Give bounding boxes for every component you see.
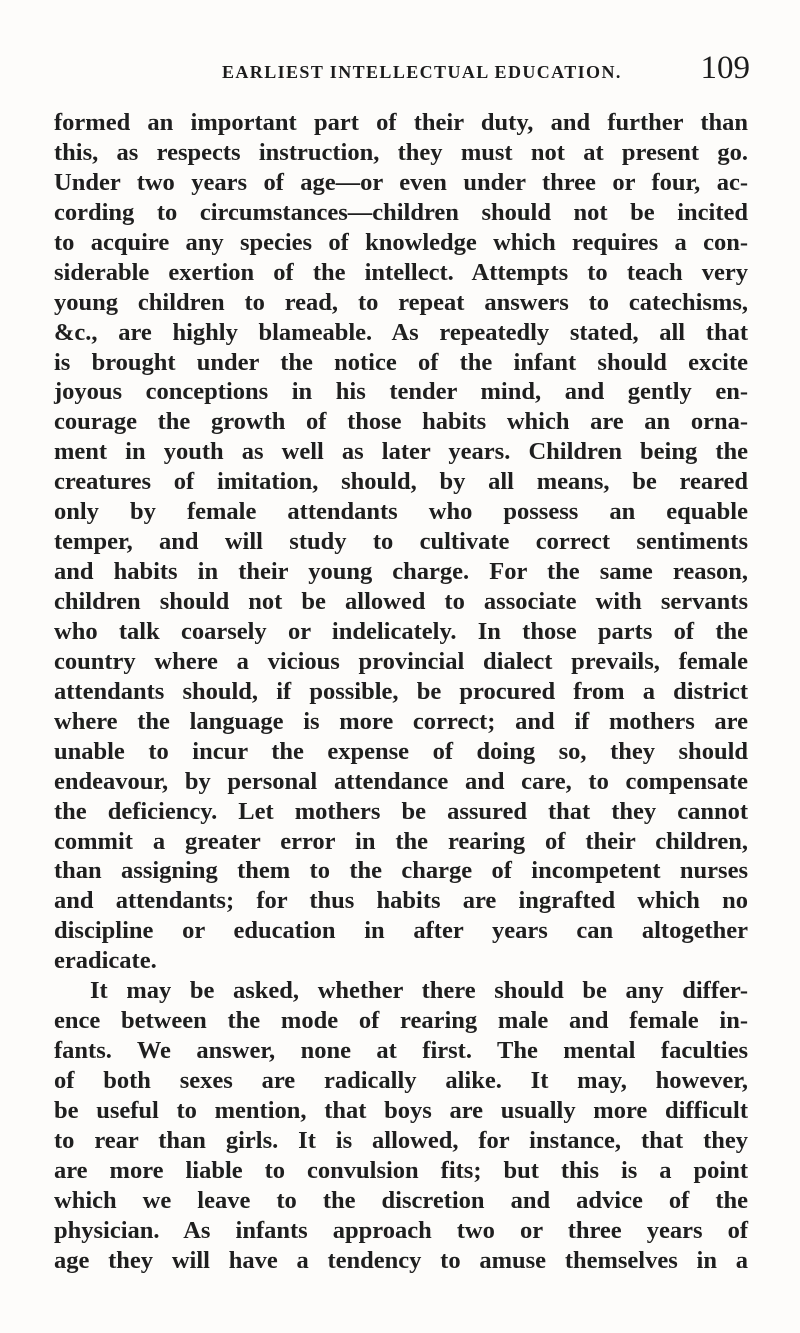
text-line: formed an important part of their duty, and further than	[54, 109, 748, 136]
text-line: of both sexes are radically alike. It may, however,	[54, 1067, 748, 1094]
text-line: to rear than girls. It is allowed, for instance, that they	[54, 1126, 748, 1154]
text-line: endeavour, by personal attendance and care, to compensate	[54, 767, 748, 795]
text-line: cording to circumstances—children should not be incited	[54, 198, 748, 226]
text-line: temper, and will study to cultivate correct sentiments	[54, 528, 748, 556]
text-line: age they will have a tendency to amuse themselves in a	[54, 1246, 748, 1274]
text-line: ence between the mode of rearing male and female in-	[54, 1007, 748, 1035]
text-line: children should not be allowed to associate with servants	[54, 588, 748, 615]
text-line: young children to read, to repeat answers to catechisms,	[54, 288, 748, 316]
text-line: and habits in their young charge. For the same reason,	[54, 558, 748, 586]
text-line: is brought under the notice of the infant should excite	[54, 348, 748, 376]
paragraph-start-line: It may be asked, whether there should be any differ-	[90, 977, 748, 1005]
text-line: who talk coarsely or indelicately. In those parts of the	[54, 617, 748, 645]
text-line: &c., are highly blameable. As repeatedly stated, all that	[54, 318, 748, 346]
text-line: which we leave to the discretion and advice of the	[54, 1186, 748, 1214]
text-line: are more liable to convulsion fits; but this is a point	[54, 1156, 748, 1184]
text-line: country where a vicious provincial dialect prevails, female	[54, 647, 748, 675]
text-line: than assigning them to the charge of incompetent nurses	[54, 857, 748, 885]
text-line: physician. As infants approach two or three years of	[54, 1216, 748, 1244]
text-line: courage the growth of those habits which are an orna-	[54, 408, 748, 436]
text-line: this, as respects instruction, they must not at present go.	[54, 138, 748, 166]
text-line: be useful to mention, that boys are usually more difficult	[54, 1096, 748, 1124]
text-line: joyous conceptions in his tender mind, and gently en-	[54, 378, 748, 406]
text-line: Under two years of age—or even under three or four, ac-	[54, 168, 748, 196]
text-line: fants. We answer, none at first. The mental faculties	[54, 1037, 748, 1065]
text-line: unable to incur the expense of doing so, they should	[54, 737, 748, 765]
page-number: 109	[700, 50, 750, 86]
text-line: discipline or education in after years can altogether	[54, 917, 748, 945]
text-line: creatures of imitation, should, by all means, be reared	[54, 468, 748, 496]
text-line: only by female attendants who possess an equable	[54, 498, 748, 526]
paragraph-end-line: eradicate.	[54, 947, 157, 975]
text-line: ment in youth as well as later years. Children being the	[54, 438, 748, 466]
page-header	[222, 50, 750, 96]
body-text	[54, 108, 748, 1276]
text-line: attendants should, if possible, be procured from a district	[54, 677, 748, 705]
text-line: to acquire any species of knowledge which requires a con-	[54, 228, 748, 256]
text-line: and attendants; for thus habits are ingrafted which no	[54, 887, 748, 915]
text-line: siderable exertion of the intellect. Attempts to teach very	[54, 258, 748, 286]
running-head: EARLIEST INTELLECTUAL EDUCATION.	[222, 62, 622, 82]
text-line: the deficiency. Let mothers be assured that they cannot	[54, 797, 748, 825]
text-line: where the language is more correct; and if mothers are	[54, 707, 748, 735]
text-line: commit a greater error in the rearing of their children,	[54, 827, 748, 855]
